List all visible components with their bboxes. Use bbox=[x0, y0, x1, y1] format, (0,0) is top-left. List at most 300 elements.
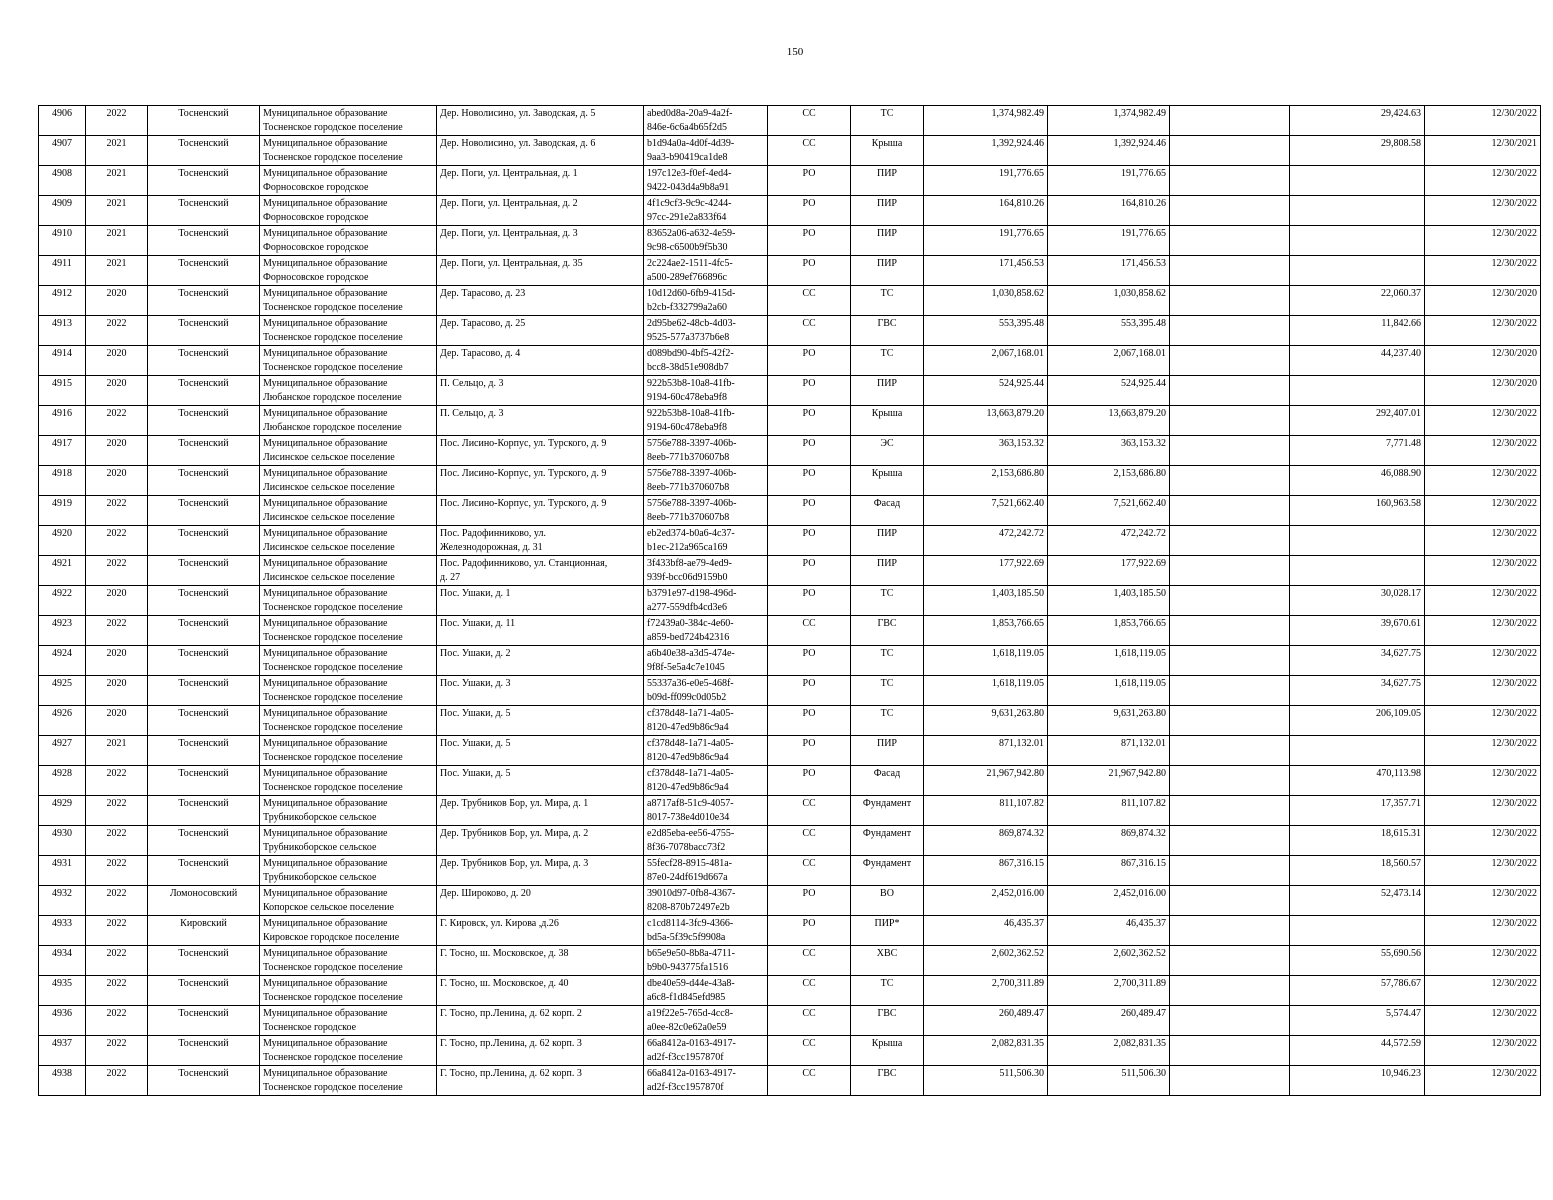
method-cell: РО bbox=[768, 496, 851, 526]
total-cell: 1,392,924.46 bbox=[1048, 136, 1170, 166]
table-row bbox=[39, 886, 1541, 916]
method-cell: СС bbox=[768, 976, 851, 1006]
guid-cell bbox=[644, 586, 768, 616]
address-line bbox=[440, 511, 640, 525]
table-row bbox=[39, 466, 1541, 496]
total-cell: 472,242.72 bbox=[1048, 526, 1170, 556]
total-cell: 177,922.69 bbox=[1048, 556, 1170, 586]
cost-cell: 1,618,119.05 bbox=[924, 646, 1048, 676]
table-row bbox=[39, 526, 1541, 556]
address-line bbox=[440, 331, 640, 345]
address-line bbox=[440, 361, 640, 375]
guid-cell bbox=[644, 886, 768, 916]
year-cell: 2021 bbox=[86, 166, 148, 196]
address-line: Дер. Широково, д. 20 bbox=[440, 888, 531, 899]
guid-line: 10d12d60-6fb9-415d- bbox=[647, 288, 736, 299]
address-line: Пос. Ушаки, д. 1 bbox=[440, 588, 511, 599]
municipality-cell bbox=[260, 526, 437, 556]
method-cell: РО bbox=[768, 376, 851, 406]
address-cell bbox=[437, 166, 644, 196]
empty-cell bbox=[1170, 556, 1290, 586]
year-cell: 2020 bbox=[86, 286, 148, 316]
guid-line: b3791e97-d198-496d- bbox=[647, 588, 737, 599]
empty-cell bbox=[1170, 856, 1290, 886]
municipality-line: Муниципальное образование bbox=[263, 768, 388, 779]
guid-cell bbox=[644, 646, 768, 676]
total-cell: 1,403,185.50 bbox=[1048, 586, 1170, 616]
address-line bbox=[440, 301, 640, 315]
control-cost-cell bbox=[1290, 556, 1425, 586]
address-line bbox=[440, 121, 640, 135]
municipality-line: Тосненское городское поселение bbox=[263, 782, 403, 793]
work-type-cell: ПИР bbox=[851, 226, 924, 256]
control-cost-cell: 10,946.23 bbox=[1290, 1066, 1425, 1096]
method-cell: РО bbox=[768, 166, 851, 196]
address-cell bbox=[437, 706, 644, 736]
table-row bbox=[39, 946, 1541, 976]
address-line: Пос. Лисино-Корпус, ул. Турского, д. 9 bbox=[440, 468, 607, 479]
work-type-cell: ПИР bbox=[851, 166, 924, 196]
address-line: Г. Тосно, пр.Ленина, д. 62 корп. 3 bbox=[440, 1038, 582, 1049]
municipality-cell bbox=[260, 1066, 437, 1096]
address-cell bbox=[437, 766, 644, 796]
row-number-cell: 4907 bbox=[39, 136, 86, 166]
address-line bbox=[440, 841, 640, 855]
guid-cell bbox=[644, 856, 768, 886]
total-cell: 260,489.47 bbox=[1048, 1006, 1170, 1036]
control-cost-cell: 46,088.90 bbox=[1290, 466, 1425, 496]
work-type-cell: Фундамент bbox=[851, 796, 924, 826]
address-cell bbox=[437, 976, 644, 1006]
guid-line: b9b0-943775fa1516 bbox=[647, 962, 729, 973]
guid-line: 9aa3-b90419ca1de8 bbox=[647, 152, 728, 163]
municipality-line: Любанское городское поселение bbox=[263, 422, 402, 433]
date-cell: 12/30/2022 bbox=[1425, 586, 1541, 616]
total-cell: 869,874.32 bbox=[1048, 826, 1170, 856]
empty-cell bbox=[1170, 106, 1290, 136]
row-number-cell: 4909 bbox=[39, 196, 86, 226]
guid-cell bbox=[644, 706, 768, 736]
guid-cell bbox=[644, 346, 768, 376]
municipality-cell bbox=[260, 676, 437, 706]
guid-line: 939f-bcc06d9159b0 bbox=[647, 572, 728, 583]
year-cell: 2022 bbox=[86, 886, 148, 916]
guid-line: 8eeb-771b370607b8 bbox=[647, 512, 730, 523]
cost-cell: 2,700,311.89 bbox=[924, 976, 1048, 1006]
municipality-line: Тосненское городское поселение bbox=[263, 1082, 403, 1093]
municipality-line: Муниципальное образование bbox=[263, 618, 388, 629]
work-type-cell: ПИР* bbox=[851, 916, 924, 946]
year-cell: 2021 bbox=[86, 226, 148, 256]
address-cell bbox=[437, 1066, 644, 1096]
municipality-line: Муниципальное образование bbox=[263, 288, 388, 299]
address-cell bbox=[437, 316, 644, 346]
cost-cell: 553,395.48 bbox=[924, 316, 1048, 346]
date-cell: 12/30/2022 bbox=[1425, 886, 1541, 916]
table-row bbox=[39, 556, 1541, 586]
date-cell: 12/30/2022 bbox=[1425, 826, 1541, 856]
total-cell: 553,395.48 bbox=[1048, 316, 1170, 346]
municipality-line: Муниципальное образование bbox=[263, 648, 388, 659]
date-cell: 12/30/2022 bbox=[1425, 766, 1541, 796]
date-cell: 12/30/2022 bbox=[1425, 316, 1541, 346]
address-cell bbox=[437, 136, 644, 166]
district-cell: Тосненский bbox=[148, 976, 260, 1006]
total-cell: 2,067,168.01 bbox=[1048, 346, 1170, 376]
district-cell: Тосненский bbox=[148, 346, 260, 376]
municipality-line: Тосненское городское поселение bbox=[263, 302, 403, 313]
row-number-cell: 4916 bbox=[39, 406, 86, 436]
control-cost-cell: 55,690.56 bbox=[1290, 946, 1425, 976]
municipality-cell bbox=[260, 106, 437, 136]
address-cell bbox=[437, 376, 644, 406]
row-number-cell: 4908 bbox=[39, 166, 86, 196]
address-line: Дер. Поги, ул. Центральная, д. 1 bbox=[440, 168, 578, 179]
municipality-line: Лисинское сельское поселение bbox=[263, 452, 395, 463]
cost-cell: 2,153,686.80 bbox=[924, 466, 1048, 496]
guid-line: 66a8412a-0163-4917- bbox=[647, 1038, 736, 1049]
table-row bbox=[39, 766, 1541, 796]
year-cell: 2022 bbox=[86, 106, 148, 136]
guid-line: ad2f-f3cc1957870f bbox=[647, 1082, 724, 1093]
municipality-line: Муниципальное образование bbox=[263, 498, 388, 509]
address-line bbox=[440, 781, 640, 795]
row-number-cell: 4934 bbox=[39, 946, 86, 976]
row-number-cell: 4914 bbox=[39, 346, 86, 376]
empty-cell bbox=[1170, 1036, 1290, 1066]
year-cell: 2021 bbox=[86, 196, 148, 226]
work-type-cell: ПИР bbox=[851, 196, 924, 226]
municipality-line: Муниципальное образование bbox=[263, 558, 388, 569]
cost-cell: 2,452,016.00 bbox=[924, 886, 1048, 916]
municipality-line: Тосненское городское поселение bbox=[263, 332, 403, 343]
control-cost-cell: 39,670.61 bbox=[1290, 616, 1425, 646]
control-cost-cell: 57,786.67 bbox=[1290, 976, 1425, 1006]
row-number-cell: 4929 bbox=[39, 796, 86, 826]
control-cost-cell: 11,842.66 bbox=[1290, 316, 1425, 346]
method-cell: СС bbox=[768, 1036, 851, 1066]
address-line: Пос. Лисино-Корпус, ул. Турского, д. 9 bbox=[440, 498, 607, 509]
work-type-cell: Фасад bbox=[851, 496, 924, 526]
guid-cell bbox=[644, 916, 768, 946]
work-type-cell: ХВС bbox=[851, 946, 924, 976]
address-cell bbox=[437, 796, 644, 826]
district-cell: Тосненский bbox=[148, 1006, 260, 1036]
municipality-line: Муниципальное образование bbox=[263, 708, 388, 719]
guid-cell bbox=[644, 616, 768, 646]
empty-cell bbox=[1170, 346, 1290, 376]
table-body bbox=[39, 106, 1541, 1096]
date-cell: 12/30/2022 bbox=[1425, 556, 1541, 586]
cost-cell: 2,082,831.35 bbox=[924, 1036, 1048, 1066]
control-cost-cell: 292,407.01 bbox=[1290, 406, 1425, 436]
municipality-line: Любанское городское поселение bbox=[263, 392, 402, 403]
row-number-cell: 4931 bbox=[39, 856, 86, 886]
district-cell: Кировский bbox=[148, 916, 260, 946]
work-type-cell: ПИР bbox=[851, 376, 924, 406]
row-number-cell: 4930 bbox=[39, 826, 86, 856]
empty-cell bbox=[1170, 916, 1290, 946]
control-cost-cell: 17,357.71 bbox=[1290, 796, 1425, 826]
date-cell: 12/30/2022 bbox=[1425, 796, 1541, 826]
cost-cell: 511,506.30 bbox=[924, 1066, 1048, 1096]
table-row bbox=[39, 586, 1541, 616]
control-cost-cell bbox=[1290, 226, 1425, 256]
address-cell bbox=[437, 886, 644, 916]
date-cell: 12/30/2022 bbox=[1425, 196, 1541, 226]
municipality-cell bbox=[260, 496, 437, 526]
total-cell: 2,700,311.89 bbox=[1048, 976, 1170, 1006]
table-row bbox=[39, 316, 1541, 346]
table-row bbox=[39, 706, 1541, 736]
control-cost-cell bbox=[1290, 916, 1425, 946]
guid-line: 87e0-24df619d667a bbox=[647, 872, 728, 883]
municipality-line: Муниципальное образование bbox=[263, 1008, 388, 1019]
year-cell: 2022 bbox=[86, 406, 148, 436]
guid-line: 8120-47ed9b86c9a4 bbox=[647, 752, 729, 763]
row-number-cell: 4926 bbox=[39, 706, 86, 736]
district-cell: Тосненский bbox=[148, 736, 260, 766]
municipality-cell bbox=[260, 136, 437, 166]
empty-cell bbox=[1170, 376, 1290, 406]
date-cell: 12/30/2022 bbox=[1425, 166, 1541, 196]
method-cell: РО bbox=[768, 886, 851, 916]
address-line bbox=[440, 481, 640, 495]
guid-line: a6c8-f1d845efd985 bbox=[647, 992, 726, 1003]
year-cell: 2022 bbox=[86, 1006, 148, 1036]
district-cell: Тосненский bbox=[148, 166, 260, 196]
address-line: д. 27 bbox=[440, 572, 461, 583]
municipality-line: Тосненское городское поселение bbox=[263, 662, 403, 673]
empty-cell bbox=[1170, 1006, 1290, 1036]
work-type-cell: ВО bbox=[851, 886, 924, 916]
guid-cell bbox=[644, 826, 768, 856]
row-number-cell: 4924 bbox=[39, 646, 86, 676]
address-line bbox=[440, 601, 640, 615]
row-number-cell: 4919 bbox=[39, 496, 86, 526]
total-cell: 511,506.30 bbox=[1048, 1066, 1170, 1096]
method-cell: СС bbox=[768, 826, 851, 856]
municipality-line: Муниципальное образование bbox=[263, 258, 388, 269]
row-number-cell: 4910 bbox=[39, 226, 86, 256]
control-cost-cell bbox=[1290, 376, 1425, 406]
guid-line: 83652a06-a632-4e59- bbox=[647, 228, 736, 239]
year-cell: 2020 bbox=[86, 646, 148, 676]
empty-cell bbox=[1170, 166, 1290, 196]
guid-line: 66a8412a-0163-4917- bbox=[647, 1068, 736, 1079]
address-cell bbox=[437, 586, 644, 616]
method-cell: РО bbox=[768, 556, 851, 586]
cost-cell: 260,489.47 bbox=[924, 1006, 1048, 1036]
year-cell: 2022 bbox=[86, 1066, 148, 1096]
address-cell bbox=[437, 616, 644, 646]
date-cell: 12/30/2022 bbox=[1425, 436, 1541, 466]
table-row bbox=[39, 1006, 1541, 1036]
municipality-line: Тосненское городское поселение bbox=[263, 962, 403, 973]
address-line bbox=[440, 811, 640, 825]
cost-cell: 13,663,879.20 bbox=[924, 406, 1048, 436]
control-cost-cell bbox=[1290, 736, 1425, 766]
guid-line: 5756e788-3397-406b- bbox=[647, 438, 737, 449]
guid-line: b65e9e50-8b8a-4711- bbox=[647, 948, 735, 959]
guid-line: e2d85eba-ee56-4755- bbox=[647, 828, 735, 839]
address-line: Пос. Лисино-Корпус, ул. Турского, д. 9 bbox=[440, 438, 607, 449]
total-cell: 2,082,831.35 bbox=[1048, 1036, 1170, 1066]
year-cell: 2020 bbox=[86, 676, 148, 706]
municipality-line: Трубникоборское сельское bbox=[263, 842, 377, 853]
control-cost-cell: 7,771.48 bbox=[1290, 436, 1425, 466]
address-line: Пос. Радофинниково, ул. Станционная, bbox=[440, 558, 608, 569]
municipality-line: Тосненское городское поселение bbox=[263, 152, 403, 163]
row-number-cell: 4912 bbox=[39, 286, 86, 316]
method-cell: РО bbox=[768, 346, 851, 376]
municipality-line: Муниципальное образование bbox=[263, 108, 388, 119]
district-cell: Тосненский bbox=[148, 946, 260, 976]
work-type-cell: ТС bbox=[851, 346, 924, 376]
empty-cell bbox=[1170, 496, 1290, 526]
guid-line: d089bd90-4bf5-42f2- bbox=[647, 348, 734, 359]
control-cost-cell: 22,060.37 bbox=[1290, 286, 1425, 316]
method-cell: СС bbox=[768, 616, 851, 646]
municipality-line: Муниципальное образование bbox=[263, 168, 388, 179]
district-cell: Тосненский bbox=[148, 646, 260, 676]
work-type-cell: ТС bbox=[851, 676, 924, 706]
guid-line: 4f1c9cf3-9c9c-4244- bbox=[647, 198, 732, 209]
table-row bbox=[39, 436, 1541, 466]
municipality-line: Трубникоборское сельское bbox=[263, 812, 377, 823]
municipality-line: Муниципальное образование bbox=[263, 888, 388, 899]
guid-line: a0ee-82c0e62a0e59 bbox=[647, 1022, 727, 1033]
cost-cell: 472,242.72 bbox=[924, 526, 1048, 556]
total-cell: 811,107.82 bbox=[1048, 796, 1170, 826]
empty-cell bbox=[1170, 796, 1290, 826]
table-row bbox=[39, 406, 1541, 436]
guid-cell bbox=[644, 796, 768, 826]
cost-cell: 164,810.26 bbox=[924, 196, 1048, 226]
address-line bbox=[440, 691, 640, 705]
guid-line: 8eeb-771b370607b8 bbox=[647, 452, 730, 463]
control-cost-cell bbox=[1290, 256, 1425, 286]
row-number-cell: 4915 bbox=[39, 376, 86, 406]
municipality-cell bbox=[260, 346, 437, 376]
address-line bbox=[440, 661, 640, 675]
total-cell: 867,316.15 bbox=[1048, 856, 1170, 886]
row-number-cell: 4927 bbox=[39, 736, 86, 766]
year-cell: 2022 bbox=[86, 826, 148, 856]
district-cell: Тосненский bbox=[148, 1036, 260, 1066]
municipality-cell bbox=[260, 466, 437, 496]
table-row bbox=[39, 1066, 1541, 1096]
work-type-cell: ГВС bbox=[851, 1006, 924, 1036]
work-type-cell: ГВС bbox=[851, 1066, 924, 1096]
address-line: Дер. Тарасово, д. 25 bbox=[440, 318, 526, 329]
total-cell: 2,452,016.00 bbox=[1048, 886, 1170, 916]
row-number-cell: 4906 bbox=[39, 106, 86, 136]
address-line: Пос. Радофинниково, ул. bbox=[440, 528, 546, 539]
address-cell bbox=[437, 106, 644, 136]
district-cell: Тосненский bbox=[148, 406, 260, 436]
address-line bbox=[440, 451, 640, 465]
work-type-cell: ТС bbox=[851, 286, 924, 316]
guid-line: ad2f-f3cc1957870f bbox=[647, 1052, 724, 1063]
address-line bbox=[440, 151, 640, 165]
address-line bbox=[440, 871, 640, 885]
work-type-cell: ТС bbox=[851, 976, 924, 1006]
table-row bbox=[39, 826, 1541, 856]
municipality-cell bbox=[260, 646, 437, 676]
municipality-line: Муниципальное образование bbox=[263, 1038, 388, 1049]
address-line bbox=[440, 901, 640, 915]
address-cell bbox=[437, 676, 644, 706]
control-cost-cell bbox=[1290, 526, 1425, 556]
work-type-cell: ПИР bbox=[851, 256, 924, 286]
empty-cell bbox=[1170, 526, 1290, 556]
empty-cell bbox=[1170, 886, 1290, 916]
method-cell: СС bbox=[768, 946, 851, 976]
cost-cell: 1,030,858.62 bbox=[924, 286, 1048, 316]
cost-cell: 2,067,168.01 bbox=[924, 346, 1048, 376]
table-row bbox=[39, 346, 1541, 376]
row-number-cell: 4921 bbox=[39, 556, 86, 586]
method-cell: СС bbox=[768, 106, 851, 136]
year-cell: 2022 bbox=[86, 856, 148, 886]
method-cell: РО bbox=[768, 436, 851, 466]
data-table bbox=[38, 105, 1541, 1096]
guid-line: 3f433bf8-ae79-4ed9- bbox=[647, 558, 732, 569]
address-line: Г. Тосно, пр.Ленина, д. 62 корп. 2 bbox=[440, 1008, 582, 1019]
district-cell: Тосненский bbox=[148, 526, 260, 556]
method-cell: СС bbox=[768, 1066, 851, 1096]
total-cell: 46,435.37 bbox=[1048, 916, 1170, 946]
guid-cell bbox=[644, 226, 768, 256]
year-cell: 2021 bbox=[86, 136, 148, 166]
control-cost-cell: 18,615.31 bbox=[1290, 826, 1425, 856]
district-cell: Тосненский bbox=[148, 616, 260, 646]
total-cell: 191,776.65 bbox=[1048, 226, 1170, 256]
empty-cell bbox=[1170, 766, 1290, 796]
guid-line: a8717af8-51c9-4057- bbox=[647, 798, 734, 809]
guid-line: 8120-47ed9b86c9a4 bbox=[647, 722, 729, 733]
empty-cell bbox=[1170, 826, 1290, 856]
district-cell: Тосненский bbox=[148, 586, 260, 616]
municipality-line: Копорское сельское поселение bbox=[263, 902, 394, 913]
municipality-line: Тосненское городское bbox=[263, 1022, 357, 1033]
empty-cell bbox=[1170, 466, 1290, 496]
district-cell: Тосненский bbox=[148, 766, 260, 796]
municipality-line: Муниципальное образование bbox=[263, 798, 388, 809]
address-line: Железнодорожная, д. 31 bbox=[440, 542, 543, 553]
control-cost-cell: 29,424.63 bbox=[1290, 106, 1425, 136]
cost-cell: 21,967,942.80 bbox=[924, 766, 1048, 796]
address-line: Дер. Трубников Бор, ул. Мира, д. 2 bbox=[440, 828, 589, 839]
total-cell: 1,618,119.05 bbox=[1048, 676, 1170, 706]
address-line bbox=[440, 181, 640, 195]
guid-cell bbox=[644, 406, 768, 436]
address-line: Пос. Ушаки, д. 5 bbox=[440, 768, 511, 779]
row-number-cell: 4918 bbox=[39, 466, 86, 496]
cost-cell: 1,392,924.46 bbox=[924, 136, 1048, 166]
table-row bbox=[39, 916, 1541, 946]
district-cell: Тосненский bbox=[148, 196, 260, 226]
municipality-cell bbox=[260, 616, 437, 646]
year-cell: 2020 bbox=[86, 376, 148, 406]
year-cell: 2020 bbox=[86, 346, 148, 376]
work-type-cell: ПИР bbox=[851, 556, 924, 586]
district-cell: Тосненский bbox=[148, 376, 260, 406]
district-cell: Тосненский bbox=[148, 316, 260, 346]
municipality-line: Тосненское городское поселение bbox=[263, 362, 403, 373]
year-cell: 2020 bbox=[86, 586, 148, 616]
